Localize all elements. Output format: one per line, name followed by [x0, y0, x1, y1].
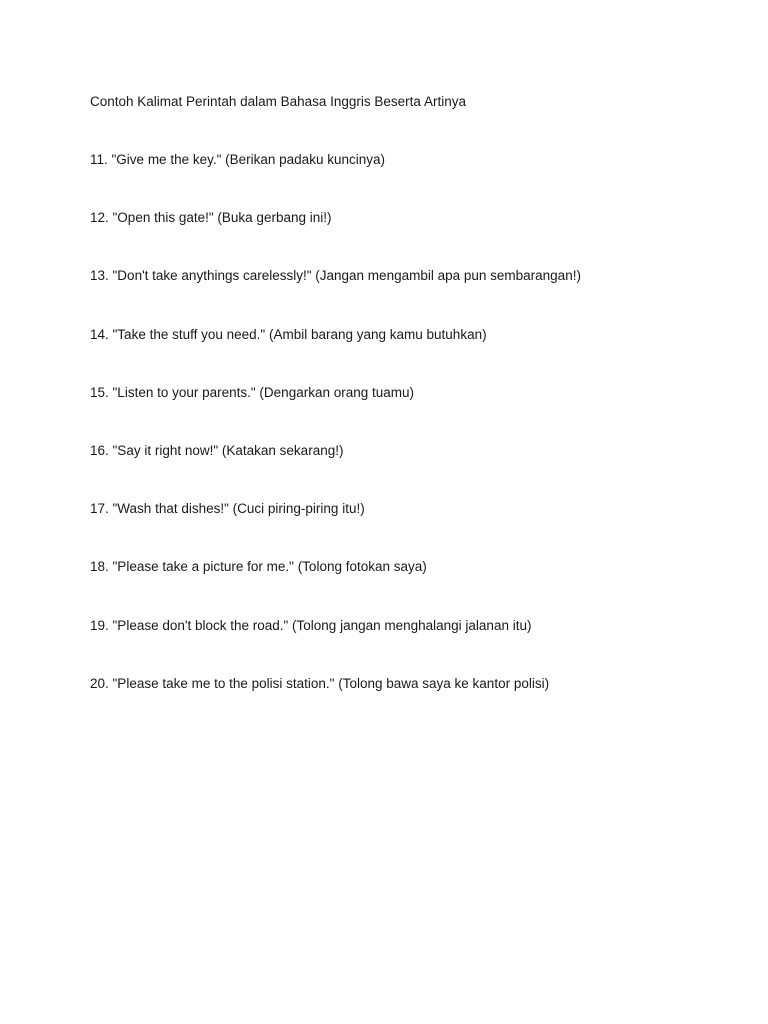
- sentence-item: 12. "Open this gate!" (Buka gerbang ini!): [90, 210, 332, 226]
- sentence-item: 14. "Take the stuff you need." (Ambil barang yang kamu butuhkan): [90, 326, 487, 342]
- sentence-item: 11. "Give me the key." (Berikan padaku kuncinya): [90, 152, 385, 167]
- sentence-item: 13. "Don't take anythings carelessly!" (Jangan mengambil apa pun sembarangan!): [90, 268, 581, 284]
- sentence-item: 15. "Listen to your parents." (Dengarkan orang tuamu): [90, 384, 415, 400]
- sentence-item: 17. "Wash that dishes!" (Cuci piring-piring itu!): [90, 501, 365, 517]
- sentence-item: 19. "Please don't block the road." (Tolong jangan menghalangi jalanan itu): [90, 617, 532, 633]
- sentence-item: 16. "Say it right now!" (Katakan sekarang!): [90, 442, 344, 458]
- document-title: Contoh Kalimat Perintah dalam Bahasa Inggris Beserta Artinya: [90, 94, 466, 109]
- sentence-item: 20. "Please take me to the polisi station." (Tolong bawa saya ke kantor polisi): [90, 675, 550, 691]
- sentence-list: [90, 151, 581, 733]
- sentence-item: 18. "Please take a picture for me." (Tolong fotokan saya): [90, 559, 427, 575]
